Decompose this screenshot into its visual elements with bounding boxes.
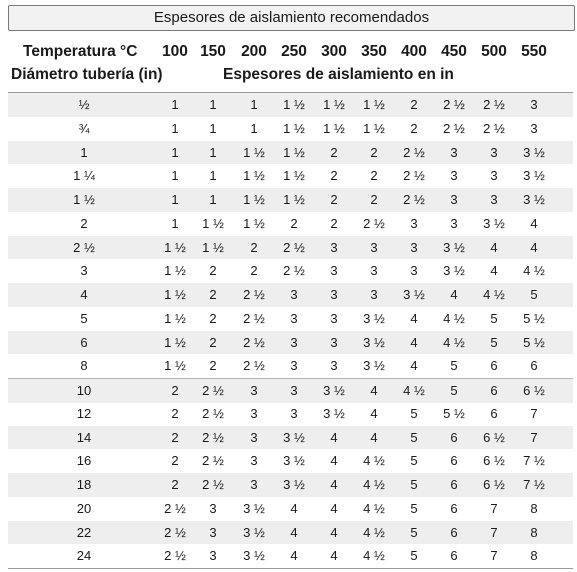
diameter-cell: 20 [76,500,92,516]
thickness-cell: 4 [370,405,378,421]
thickness-cell: 1 ½ [243,192,265,207]
thickness-cell: 1 [250,120,258,136]
thickness-cell: 1 [171,120,179,136]
thickness-cell: 3 [490,192,498,207]
thickness-cell: 5 [410,405,418,421]
thickness-cell: 2 [209,287,217,302]
thickness-cell: 4 [410,334,418,350]
thickness-cell: 5 [410,500,418,516]
thickness-cell: 8 [530,548,538,564]
temperature-header: 350 [361,43,387,60]
temperature-header: 500 [481,43,507,60]
thickness-cell: 2 [209,263,217,279]
thickness-cell: 2 [171,405,179,421]
thickness-cell: 2 [370,192,378,207]
thickness-cell: 4 ½ [403,383,425,398]
thickness-cell: 4 [330,453,338,469]
temperature-header: 450 [441,43,467,60]
table-row [8,544,573,568]
thickness-cell: 3 [490,168,498,184]
thickness-cell: 5 [490,310,498,326]
thickness-cell: 5 ½ [443,405,465,421]
thickness-cell: 5 [450,358,458,374]
thickness-table [8,92,573,569]
thickness-cell: 3 ½ [323,383,345,398]
thickness-cell: 2 [250,239,258,255]
diameter-cell: 14 [76,429,92,445]
thickness-cell: 4 ½ [523,263,545,279]
thickness-cell: 2 [171,453,179,469]
thickness-cell: 3 [410,215,418,231]
thickness-cell: 4 [330,429,338,445]
thickness-cell: 5 ½ [523,334,545,350]
thickness-cell: 1 ½ [283,144,305,160]
thickness-cell: 4 [530,239,538,255]
thickness-cell: 3 ½ [283,429,305,445]
table-title: Espesores de aislamiento recomendados [8,5,575,31]
thickness-cell: 6 [530,358,538,374]
thickness-cell: 3 [450,144,458,160]
thickness-cell: 3 [290,334,298,350]
diameter-cell: 2 [80,215,88,231]
thickness-cell: 3 [290,310,298,326]
thickness-cell: 3 [290,358,298,374]
thickness-cell: 3 ½ [443,239,465,255]
thickness-cell: 3 [450,168,458,184]
thickness-cell: 8 [530,524,538,540]
diameter-cell: 10 [76,383,92,398]
table-row [8,331,573,355]
thickness-cell: 2 ½ [363,215,385,231]
thickness-cell: 6 [490,405,498,421]
thickness-cell: 1 ½ [323,97,345,112]
thickness-cell: 6 [450,453,458,469]
diameter-cell: 22 [76,524,92,540]
thickness-cell: 3 ½ [523,168,545,184]
thickness-cell: 3 [330,239,338,255]
thickness-cell: 4 [290,500,298,516]
thickness-cell: 2 ½ [443,120,465,136]
thickness-cell: 5 [410,429,418,445]
thickness-cell: 3 ½ [283,477,305,492]
thickness-cell: 1 [171,144,179,160]
thickness-cell: 1 [209,192,217,207]
diameter-cell: 16 [76,453,92,469]
thickness-cell: 3 [330,310,338,326]
thickness-cell: 3 [250,383,258,398]
thickness-cell: 1 [209,120,217,136]
thickness-cell: 7 [490,500,498,516]
thickness-cell: 2 ½ [283,263,305,279]
thickness-cell: 2 ½ [283,239,305,255]
diameter-cell: 1 [80,144,88,160]
thickness-cell: 3 ½ [243,500,265,516]
thickness-cell: 6 [450,429,458,445]
thickness-cell: 2 [330,144,338,160]
thickness-cell: 2 [250,263,258,279]
table-row [8,141,573,165]
table-row [8,378,573,403]
thickness-cell: 2 ½ [202,429,224,445]
thickness-cell: 2 ½ [202,383,224,398]
thickness-cell: 3 [450,192,458,207]
table-row [8,473,573,497]
thickness-cell: 3 [209,524,217,540]
thickness-cell: 4 ½ [483,287,505,302]
thickness-cell: 3 [330,358,338,374]
thickness-cell: 5 [490,334,498,350]
temperature-header: 150 [200,43,226,60]
table-row [8,521,573,545]
thickness-cell: 1 ½ [243,144,265,160]
thickness-cell: 6 ½ [483,477,505,492]
thickness-cell: 2 [209,334,217,350]
thickness-cell: 2 ½ [483,120,505,136]
table-row [8,188,573,212]
thickness-cell: 2 [330,215,338,231]
thickness-cell: 4 [490,263,498,279]
thickness-cell: 5 [530,287,538,302]
thickness-cell: 2 ½ [403,144,425,160]
thickness-cell: 4 [410,358,418,374]
thickness-cell: 3 ½ [443,263,465,279]
thickness-cell: 2 ½ [202,405,224,421]
temperature-header: 250 [281,43,307,60]
thickness-cell: 1 ½ [283,192,305,207]
thickness-cell: 6 [450,524,458,540]
thickness-cell: 3 [209,500,217,516]
thickness-cell: 2 ½ [243,358,265,374]
diameter-cell: 1 ½ [73,192,95,207]
thickness-cell: 3 [370,239,378,255]
thickness-cell: 1 [250,97,258,112]
thickness-cell: 1 ½ [243,215,265,231]
thickness-cell: 3 [209,548,217,564]
thickness-cell: 1 ½ [164,287,186,302]
table-row [8,212,573,236]
thickness-cell: 2 ½ [202,453,224,469]
thickness-cell: 3 [370,263,378,279]
thickness-cell: 6 [490,383,498,398]
diameter-cell: 3 [80,263,88,279]
thickness-cell: 2 [209,310,217,326]
thickness-cell: 6 [450,477,458,492]
table-row [8,93,573,117]
thickness-cell: 1 [209,168,217,184]
thickness-cell: 2 ½ [243,334,265,350]
thickness-cell: 1 ½ [283,168,305,184]
thickness-cell: 3 [330,263,338,279]
thickness-cell: 4 [330,500,338,516]
thickness-cell: 1 ½ [283,120,305,136]
thickness-cell: 4 [450,287,458,302]
thickness-cell: 3 [530,97,538,112]
thickness-cell: 5 [410,453,418,469]
thickness-cell: 1 [209,97,217,112]
thickness-cell: 2 [370,168,378,184]
thickness-cell: 6 [450,500,458,516]
diameter-cell: 24 [76,548,92,564]
thickness-cell: 2 ½ [443,97,465,112]
table-row [8,236,573,260]
thickness-cell: 6 ½ [483,429,505,445]
thickness-cell: 1 [171,168,179,184]
table-row [8,164,573,188]
thickness-cell: 6 [490,358,498,374]
thickness-cell: 7 [530,429,538,445]
thickness-cell: 1 ½ [164,334,186,350]
thickness-cell: 2 ½ [483,97,505,112]
thickness-cell: 5 [450,383,458,398]
thickness-cell: 5 [410,548,418,564]
thickness-cell: 1 [171,192,179,207]
thickness-cell: 3 ½ [243,524,265,540]
table-row [8,117,573,141]
table-row [8,426,573,450]
thickness-cell: 1 ½ [363,120,385,136]
thickness-cell: 1 ½ [202,239,224,255]
thickness-cell: 2 ½ [403,168,425,184]
thickness-cell: 3 [490,144,498,160]
thickness-cell: 1 ½ [323,120,345,136]
thickness-cell: 5 [410,524,418,540]
table-row [8,402,573,426]
thickness-cell: 3 ½ [283,453,305,469]
thickness-cell: 7 [490,524,498,540]
thickness-cell: 3 ½ [363,310,385,326]
thickness-cell: 2 [171,429,179,445]
thickness-cell: 1 [171,215,179,231]
table-row [8,307,573,331]
thickness-cell: 4 ½ [443,334,465,350]
thickness-cell: 2 ½ [202,477,224,492]
thickness-cell: 2 [370,144,378,160]
thickness-cell: 2 ½ [164,500,186,516]
thickness-cell: 4 [330,524,338,540]
thickness-cell: 6 [450,548,458,564]
thickness-cell: 3 [530,120,538,136]
thickness-cell: 7 ½ [523,453,545,469]
thickness-cell: 1 ½ [164,310,186,326]
thickness-cell: 4 [490,239,498,255]
thickness-cell: 3 [290,287,298,302]
thickness-cell: 3 ½ [243,548,265,564]
thickness-cell: 6 ½ [523,383,545,398]
thickness-cell: 7 ½ [523,477,545,492]
thickness-cell: 8 [530,500,538,516]
thickness-cell: 1 ½ [164,263,186,279]
thickness-cell: 2 [410,120,418,136]
thickness-cell: 2 ½ [403,192,425,207]
thickness-cell: 4 [410,310,418,326]
thickness-cell: 5 [410,477,418,492]
thickness-cell: 4 [330,548,338,564]
thickness-cell: 3 ½ [523,144,545,160]
thickness-cell: 3 [330,334,338,350]
temperature-header: 400 [401,43,427,60]
thickness-cell: 3 [290,405,298,421]
thickness-cell: 3 [410,263,418,279]
diameter-cell: ¾ [78,120,90,136]
thickness-cell: 4 [530,215,538,231]
thickness-cell: 5 ½ [523,310,545,326]
diameter-cell: 5 [80,310,88,326]
thickness-cell: 7 [530,405,538,421]
thickness-cell: 3 ½ [403,287,425,302]
thickness-cell: 3 ½ [483,215,505,231]
thickness-cell: 4 ½ [363,477,385,492]
thickness-cell: 3 [330,287,338,302]
temperature-header: 200 [241,43,267,60]
thickness-cell: 4 ½ [363,500,385,516]
thickness-label: Espesores de aislamiento en in [223,66,454,83]
thickness-cell: 2 [171,383,179,398]
thickness-cell: 3 [250,453,258,469]
thickness-cell: 3 [370,287,378,302]
table-header [8,36,573,87]
diameter-cell: 4 [80,287,88,302]
thickness-cell: 3 [250,429,258,445]
table-row [8,259,573,283]
thickness-cell: 7 [490,548,498,564]
thickness-cell: 4 [330,477,338,492]
thickness-cell: 3 ½ [523,192,545,207]
table-row [8,497,573,521]
temperature-header: 300 [321,43,347,60]
diameter-cell: 2 ½ [73,239,95,255]
thickness-cell: 1 [171,97,179,112]
diameter-cell: 12 [76,405,92,421]
diameter-cell: 18 [76,477,92,492]
thickness-cell: 2 [330,168,338,184]
thickness-cell: 3 [250,405,258,421]
thickness-cell: 2 ½ [164,524,186,540]
temperature-header: 550 [521,43,547,60]
thickness-cell: 1 ½ [363,97,385,112]
thickness-cell: 1 ½ [164,358,186,374]
thickness-cell: 2 ½ [243,287,265,302]
thickness-cell: 2 [171,477,179,492]
diameter-cell: 1 ¼ [73,168,95,184]
thickness-cell: 2 [410,97,418,112]
thickness-cell: 2 [290,215,298,231]
diameter-label: Diámetro tubería (in) [11,66,163,83]
thickness-cell: 2 ½ [164,548,186,564]
thickness-cell: 4 [370,383,378,398]
thickness-cell: 4 [290,524,298,540]
thickness-cell: 3 ½ [323,405,345,421]
thickness-cell: 4 [290,548,298,564]
temperature-label: Temperatura °C [23,43,138,60]
thickness-cell: 2 ½ [243,310,265,326]
temperature-header: 100 [162,43,188,60]
thickness-cell: 6 ½ [483,453,505,469]
diameter-cell: 6 [80,334,88,350]
table-row [8,283,573,307]
thickness-cell: 1 ½ [202,215,224,231]
thickness-cell: 1 [209,144,217,160]
thickness-cell: 4 ½ [363,548,385,564]
thickness-cell: 4 ½ [443,310,465,326]
thickness-cell: 2 [209,358,217,374]
table-row [8,449,573,473]
thickness-cell: 3 [450,215,458,231]
thickness-cell: 4 [370,429,378,445]
thickness-cell: 4 ½ [363,524,385,540]
thickness-cell: 3 ½ [363,334,385,350]
thickness-cell: 1 ½ [243,168,265,184]
diameter-cell: ½ [78,97,90,112]
thickness-cell: 3 [290,383,298,398]
thickness-cell: 3 ½ [363,358,385,374]
thickness-cell: 3 [410,239,418,255]
diameter-cell: 8 [80,358,88,374]
table-row [8,354,573,378]
thickness-cell: 3 [250,477,258,492]
thickness-cell: 1 ½ [283,97,305,112]
thickness-cell: 4 ½ [363,453,385,469]
thickness-cell: 1 ½ [164,239,186,255]
thickness-cell: 2 [330,192,338,207]
